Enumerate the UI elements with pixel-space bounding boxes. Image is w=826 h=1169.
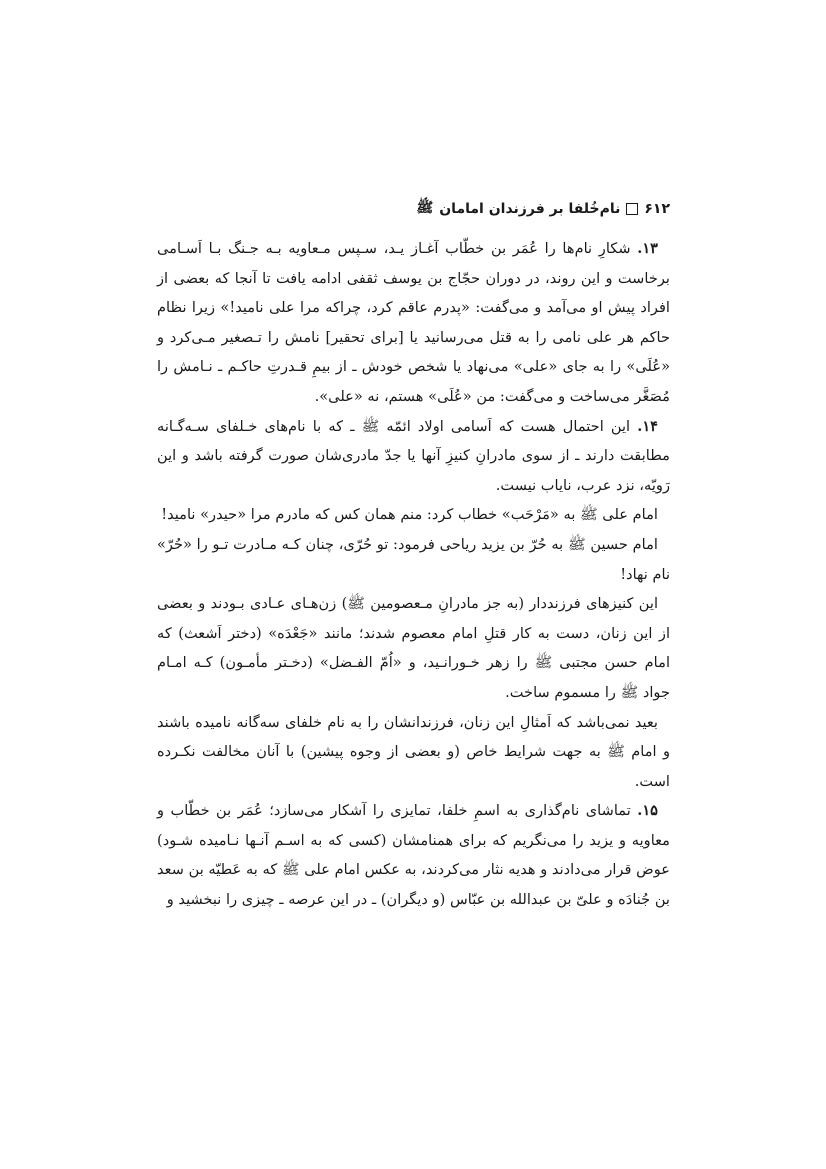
paragraph-text: امام حسین ﷺ به حُرّ بن یزید ریاحی فرمود: تو حُرّی، چنان کـه مـادرت تـو را «حُرّ» نام نهاد! xyxy=(157,535,670,583)
square-ornament-icon xyxy=(626,203,638,215)
paragraph-naming xyxy=(157,708,670,797)
paragraph-text: این کنیزهای فرزنددار (به جز مادرانِ مـعصومین ﷺ) زن‌هـای عـادی بـودند و بعضی از این زنان، دست به کار قتلِ امام معصوم شدند؛ مانند «جَعْدَه» (دختر اَشعث) که امام حسن مجتبی ﷺ را زهر خـورانـید، و «اُمّ الفـضل» (دخـتر مأمـون) کـه امـام جواد ﷺ را مسموم ساخت. xyxy=(157,595,670,701)
honorific-glyph: ﷺ xyxy=(416,200,434,216)
paragraph-14 xyxy=(157,412,670,501)
paragraph-concubines xyxy=(157,589,670,707)
paragraph-number: ۱۴. xyxy=(637,417,658,435)
paragraph-text: امام علی ﷺ به «مَرْحَب» خطاب کرد: منم همان کس که مادرم مرا «حیدر» نامید! xyxy=(161,506,658,524)
running-header xyxy=(157,196,670,222)
page-number: ۶۱۲ xyxy=(644,201,670,217)
paragraph-text: بعید نمی‌باشد که اَمثالِ این زنان، فرزندانشان را به نام خلفای سه‌گانه نامیده باشند و امام ﷺ به جهت شرایط خاص (و بعضی از وجوه پیشین) با آنان مخالفت نکـرده است. xyxy=(157,713,670,790)
paragraph-number: ۱۳. xyxy=(637,240,659,257)
paragraph-text: تماشای نام‌گذاری به اسمِ خلفا، تمایزی را آشکار می‌سازد؛ عُمَر بن خطّاب و معاویه و یزید را می‌نگریم که برای همنامشان (کسی که به اسـم آنـها نـامیده شـود) عوض قرار می‌دادند و هدیه نثار می‌کردند، به عکس امام علی ﷺ که به عَطیّه بن سعد بن جُنادَه و علیّ بن عبدالله بن عبّاس (و دیگران) ـ در این عرصه ـ چیزی را نبخشید و xyxy=(157,802,670,909)
paragraph-15 xyxy=(157,796,670,914)
running-title: نام‌خُلفا بر فرزندان امامان xyxy=(439,201,621,217)
paragraph-text: شکارِ نام‌ها را عُمَر بن خطّاب آغـاز یـد، سـپس مـعاویه بـه جـنگ بـا اَسـامی برخاست و این روند، در دوران حجّاج بن یوسف ثقفی ادامه یافت تا آنجا که بعضی از افراد پیش او می‌آمد و می‌گفت: «پدرم عاقم کرد، چراکه مرا علی نامید!» زیرا نظام حاکم هر علی نامی را به قتل می‌رسانید یا [برای تحقیر] نامش را تـصغیر مـی‌کرد و «عُلَی» را به جای «علی» می‌نهاد یا شخص خودش ـ از بیمِ قـدرتِ حاکـم ـ نـامش را مُصَغَّر می‌ساخت و می‌گفت: من «عُلَی» هستم، نه «علی». xyxy=(157,240,670,405)
paragraph-text: این احتمال هست که اَسامی اولاد ائمّه ﷺ ـ که با نام‌های خـلفای سـه‌گـانه مطابقت دارند ـ از سوی مادرانِ کنیزِ آنها یا جدّ مادری‌شان صورت گرفته باشد و این رَویّه، نزد عرب، نایاب نیست. xyxy=(157,417,670,494)
paragraph-13 xyxy=(157,234,670,412)
paragraph-hussein-hurr xyxy=(157,530,670,589)
body-text xyxy=(157,234,670,915)
paragraph-ali-marhab xyxy=(157,500,670,530)
paragraph-number: ۱۵. xyxy=(637,802,659,820)
